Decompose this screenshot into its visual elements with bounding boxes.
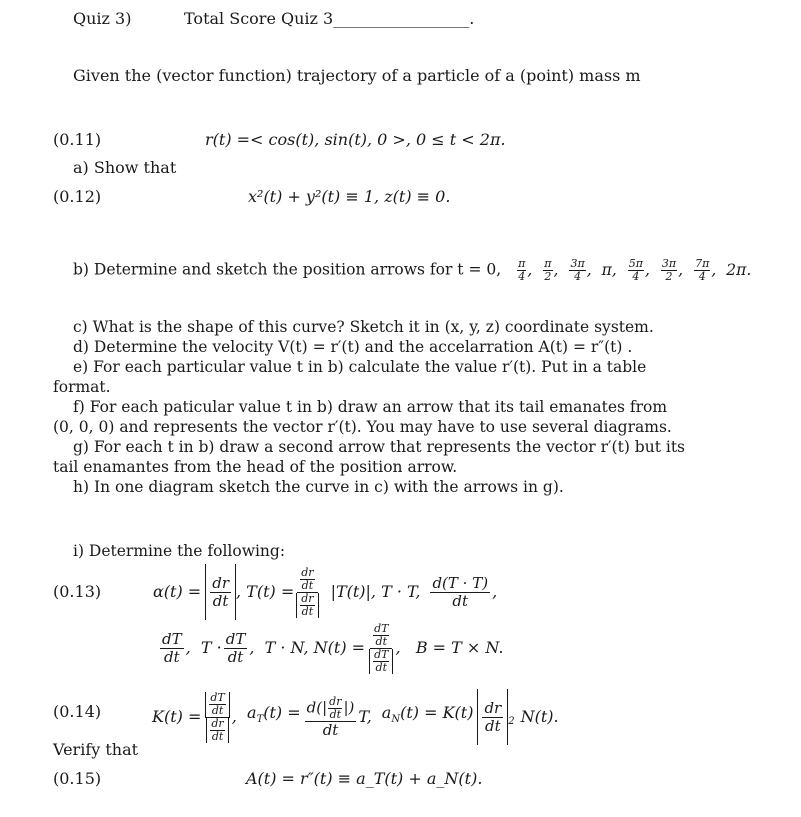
total-score-text: Total Score Quiz 3	[184, 9, 334, 28]
eq-number-012: (0.12)	[53, 187, 102, 206]
abs-dr-dt-sq: $\frac{dr}{dt}$	[477, 689, 508, 745]
t-values	[506, 257, 752, 283]
quiz-label: Quiz 3)	[73, 9, 132, 28]
N-def: T · N, N(t) =	[264, 638, 366, 657]
eq-number-011: (0.11)	[53, 130, 102, 149]
T-def: , T(t) =	[236, 582, 295, 601]
verify-label: Verify that	[53, 740, 139, 759]
score-blank: _________________.	[333, 9, 475, 28]
part-a: a) Show that	[73, 158, 177, 177]
dT-dt-frac-2: dT dt	[225, 629, 246, 666]
eq-number-014: (0.14)	[53, 702, 102, 721]
equation-014: K(t) = $\frac{dT}{dt}$ $\frac{dr}{dt}$ , $a_T(t)$ = d(| $\frac{dr}{dt}$ |) dt T, $a_N(t) = K(t)$ $\frac{dr}{dt}$ $_2$ N(t).	[152, 684, 559, 750]
equation-011: r(t) =< cos(t), sin(t), 0 >, 0 ≤ t < 2π.	[205, 130, 506, 149]
B-def: B = T × N.	[415, 638, 504, 657]
part-e-line2: format.	[53, 378, 111, 396]
N-frac: $\frac{dT}{dt}$ $\frac{dT}{dt}$	[369, 623, 393, 674]
dTT-frac: d(T · T) dt	[432, 573, 489, 610]
part-h: h) In one diagram sketch the curve in c) with the arrows in g).	[73, 478, 564, 496]
t-value: 2π.	[726, 260, 752, 279]
equation-015-text: A(t) = r″(t) ≡ a_T(t) + a_N(t).	[246, 769, 483, 788]
T-dot: T ·	[200, 638, 222, 657]
alpha-def: α(t) =	[153, 582, 202, 601]
K-def: K(t) =	[152, 707, 202, 726]
dT-dt-frac: dT dt	[162, 629, 182, 666]
part-c: c) What is the shape of this curve? Sketch it in (x, y, z) coordinate system.	[73, 318, 654, 336]
intro-text: Given the (vector function) trajectory of a particle of a (point) mass m	[73, 66, 641, 85]
part-g-line1: g) For each t in b) draw a second arrow that represents the vector r′(t) but its	[73, 438, 686, 456]
part-e-line1: e) For each particular value t in b) calculate the value r′(t). Put in a table	[73, 358, 647, 376]
aN-def: $a_N(t) = K(t)$	[381, 703, 474, 726]
t-value: $\frac{3\pi}{4}$ ,	[570, 257, 592, 283]
t-value: $\frac{\pi}{4}$ ,	[518, 257, 533, 283]
part-i: i) Determine the following:	[73, 542, 286, 560]
abs-dr-dt: $\frac{dr}{dt}$	[205, 564, 236, 620]
t-value: $\frac{5\pi}{4}$ ,	[628, 257, 650, 283]
equation-015	[246, 769, 482, 789]
t-value: $\frac{7\pi}{4}$ ,	[695, 257, 717, 283]
aT-def: $a_T(t)$ =	[247, 703, 301, 726]
eq-number-015: (0.15)	[53, 769, 102, 788]
N-end: N(t).	[520, 707, 559, 726]
K-frac: $\frac{dT}{dt}$ $\frac{dr}{dt}$	[205, 692, 229, 743]
part-f-line1: f) For each paticular value t in b) draw an arrow that its tail emanates from	[73, 398, 668, 416]
aT-end: T,	[358, 707, 372, 726]
part-f-line2: (0, 0, 0) and represents the vector r′(t). You may have to use several diagrams.	[53, 418, 672, 436]
part-b	[73, 258, 751, 283]
eq013-rest: |T(t)|, T · T,	[330, 582, 421, 601]
eq-number-013: (0.13)	[53, 582, 102, 601]
equation-013-line2: dT dt , T · dT dt , T · N, N(t) = $\frac{dT}{dt}$ $\frac{dT}{dt}$ , B = T × N.	[158, 620, 503, 676]
t-value: π,	[601, 260, 617, 279]
part-d: d) Determine the velocity V(t) = r′(t) and the accelarration A(t) = r″(t) .	[73, 338, 633, 356]
aT-frac: d(| $\frac{dr}{dt}$ |) dt	[306, 694, 355, 739]
T-frac: $\frac{dr}{dt}$ $\frac{dr}{dt}$	[296, 567, 318, 618]
part-b-text: b) Determine and sketch the position arrows for t = 0,	[73, 260, 502, 279]
part-g-line2: tail enamantes from the head of the position arrow.	[53, 458, 458, 476]
total-score-label	[184, 9, 474, 29]
t-value: $\frac{\pi}{2}$ ,	[544, 257, 559, 283]
equation-013-line1: α(t) = $\frac{dr}{dt}$ , T(t) = $\frac{dr}{dt}$ $\frac{dr}{dt}$ |T(t)|, T · T, d(T · T) dt ,	[153, 564, 497, 620]
equation-012: x²(t) + y²(t) ≡ 1, z(t) ≡ 0.	[248, 187, 451, 206]
t-value: $\frac{3\pi}{2}$ ,	[661, 257, 684, 283]
